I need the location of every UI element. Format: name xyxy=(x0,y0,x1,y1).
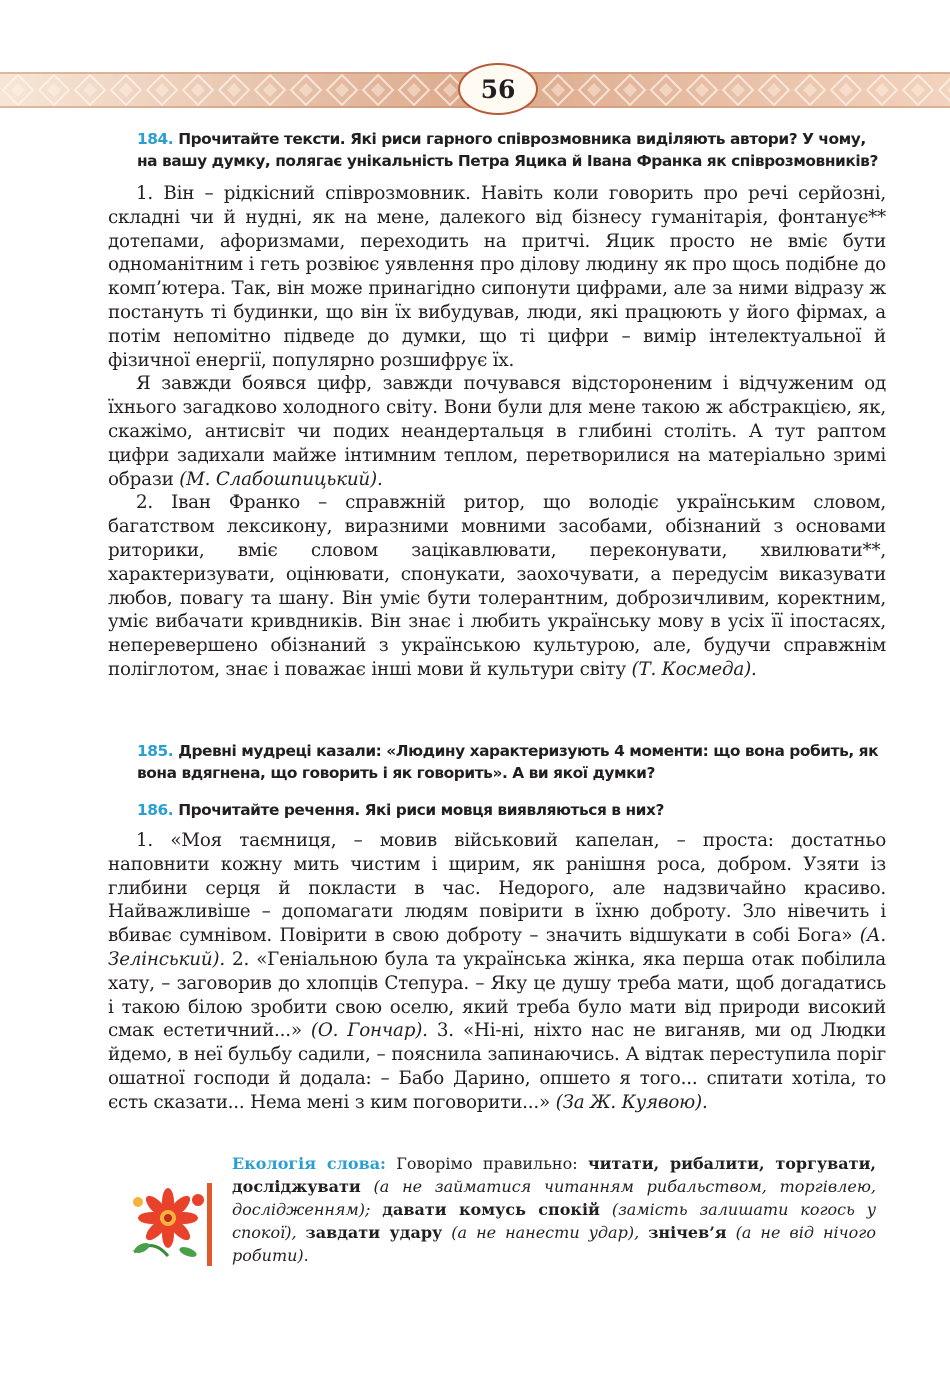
paragraph xyxy=(108,491,886,681)
ecology-intro: Говорімо правильно: xyxy=(396,1154,578,1173)
source-citation: (А. Зелінський). xyxy=(108,925,886,970)
ecology-of-word-box xyxy=(118,1152,876,1267)
sentence-text: 3. «Ні-ні, ніхто нас не виганяв, ми од Людки йдемо, в неї бульбу садили, – пояснила запинаючись. А відтак переступила поріг ошатної господи й додала: – Бабо Дарино, опшето я того... спитати хотіла, то єсть сказати... Нема мені з ким поговорити...» xyxy=(108,1020,886,1113)
task-185 xyxy=(137,740,889,784)
paragraph-text: 1. Він – рідкісний співрозмовник. Навіть коли говорить про речі серйозні, складні чи й нудні, як на мене, далекого від бізнесу гуманітарія, фонтанує** дотепами, афоризмами, переходить на притчі. Яцик просто не вміє бути одноманітним і геть розвіює уявлення про ділову людину як про щось подібне до комп’ютера. Так, він може принагідно сипонути цифрами, але за ними відразу ж постануть ті будинки, що він їх вибудував, люди, які працюють у його фірмах, а потім непомітно підведе до думки, що ті цифри – вимір інтелектуальної й фізичної енергії, популярно розшифрує їх. xyxy=(108,183,886,371)
ornament-spacer xyxy=(118,1175,232,1267)
text-186 xyxy=(108,829,886,1115)
source-citation: (Т. Космеда). xyxy=(631,658,757,680)
text-184 xyxy=(108,182,886,682)
paragraph-text: 2. Іван Франко – справжній ритор, що володіє українським словом, багатством лексикону, виразними мовними засобами, обізнаний з основами риторики, вміє словом зацікавлювати, переконувати, хвилювати**, характеризувати, оцінювати, спонукати, заохочувати, а передусім виказувати любов, повагу та шану. Він уміє бути толерантним, доброзичливим, коректним, уміє вибачати кривдників. Він знає і любить українську мову в усіх її іпостасях, неперевершено обізнаний з українською культурою, але, будучи справжнім поліглотом, знає і поважає інші мови й культури світу xyxy=(108,492,886,680)
correct-words: завдати удару xyxy=(305,1223,443,1242)
task-text: Древні мудреці казали: «Людину характеризують 4 моменти: що вона робить, як вона вдягнена, що говорить і як говорить». А ви якої думки? xyxy=(137,742,879,782)
task-text: Прочитайте речення. Які риси мовця виявляються в них? xyxy=(178,801,664,819)
correct-words: давати комусь спокій xyxy=(382,1200,600,1219)
incorrect-usage-note: (а не нанести удар), xyxy=(451,1223,640,1242)
page-number: 56 xyxy=(480,74,516,104)
paragraph xyxy=(108,182,886,372)
ecology-heading-line xyxy=(118,1152,876,1267)
ecology-label: Екологія слова: xyxy=(232,1154,386,1173)
task-number: 185. xyxy=(137,742,174,760)
source-citation: (М. Слабошпицький). xyxy=(179,468,383,490)
correct-words: знічев’я xyxy=(648,1223,727,1242)
incorrect-usage-note: (замість залишати когось у спокої), xyxy=(232,1200,877,1242)
source-citation: (За Ж. Куявою). xyxy=(555,1091,708,1113)
task-number: 184. xyxy=(137,130,174,148)
paragraph xyxy=(108,372,886,491)
source-citation: (О. Гончар). xyxy=(310,1020,428,1042)
paragraph-text: Я завжди боявся цифр, завжди почувався відстороненим і відчуженим од їхнього загадково холодного світу. Вони були для мене такою ж абстракцією, як, скажімо, антисвіт чи подих неандертальця в глибині століть. А тут раптом цифри задихали майже інтимним теплом, перетворилися на матеріально зримі образи xyxy=(108,373,886,490)
task-184 xyxy=(137,128,889,172)
correct-words: читати, рибалити, торгувати, досліджувати xyxy=(232,1154,877,1196)
sentence-text: 1. «Моя таємниця, – мовив військовий капелан, – проста: достатньо наповнити кожну мить чистим і щирим, як ранішня роса, добром. Узяти із глибини серця й покласти в час. Недорого, але надзвичайно красиво. Найважливіше – допомагати людям повірити в їхню доброту. Зло нівечить і вбиває сумнівом. Повірити в свою доброту – значить відшукати в собі Бога» xyxy=(108,830,886,947)
incorrect-usage-note: (а не займатися читанням рибальством, торгівлею, дослідженням); xyxy=(232,1177,876,1219)
page-number-badge xyxy=(458,63,538,115)
sentence-text: 2. «Геніальною була та українська жінка, яка перша отак побілила хату, – заговорив до хлопців Степура. – Яку це душу треба мати, щоб догадатись і такою білою зробити свою оселю, який треба було мати від природи високий смак естетичний...» xyxy=(108,948,886,1042)
incorrect-usage-note: (а не від нічого робити). xyxy=(232,1223,876,1265)
task-number: 186. xyxy=(137,801,174,819)
paragraph xyxy=(108,829,886,1115)
task-text: Прочитайте тексти. Які риси гарного співрозмовника виділяють автори? У чому, на вашу думку, полягає унікальність Петра Яцика й Івана Франка як співрозмовників? xyxy=(137,130,878,170)
task-186 xyxy=(137,799,889,821)
